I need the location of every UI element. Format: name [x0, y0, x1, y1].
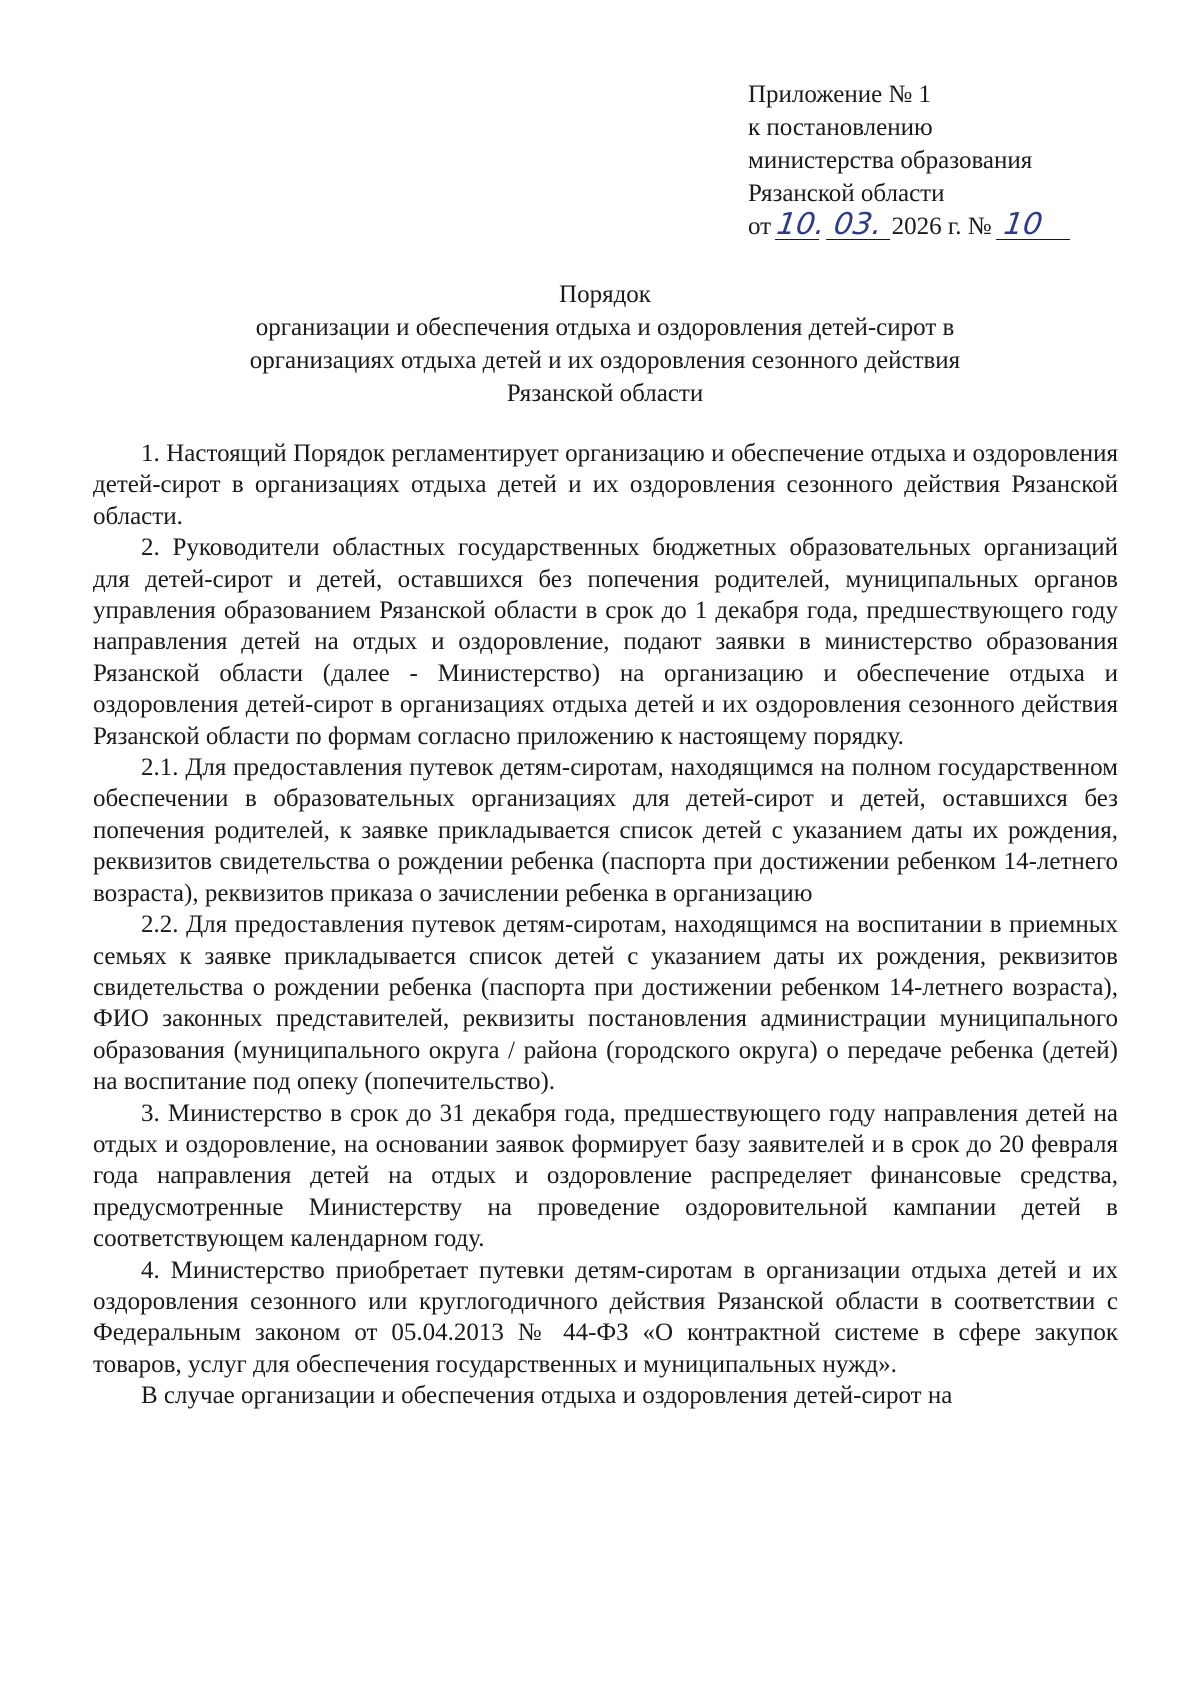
paragraph-2-2: 2.2. Для предоставления путевок детям-сиротам, находящимся на воспитании в приемных семьях к заявке прикладывается список детей с указанием даты их рождения, реквизитов свидетельства о рождении ребенка (паспорта при достижении ребенком 14-летнего возраста), ФИО законных представителей, реквизиты постановления администрации муниципального образования (муниципального округа / района (городского округа) о передаче ребенка (детей) на воспитание под опеку (попечительство).	[93, 911, 1118, 1096]
title-line-2: организации и обеспечения отдыха и оздоровления детей-сирот в	[255, 314, 955, 341]
title-line-4: Рязанской области	[506, 380, 704, 407]
paragraph-2-1: 2.1. Для предоставления путевок детям-сиротам, находящимся на полном государственном обеспечении в образовательных организациях для детей-сирот и детей, оставшихся без попечения родителей, к заявке прикладывается список детей с указанием даты их рождения, реквизитов свидетельства о рождении ребенка (паспорта при достижении ребенком 14-летнего возраста), реквизитов приказа о зачислении ребенка в организацию	[93, 754, 1118, 907]
handwritten-month: 03.	[826, 211, 894, 240]
appendix-line-resolution: к постановлению	[748, 114, 933, 141]
document-title	[90, 278, 1120, 410]
appendix-line-ministry: министерства образования	[748, 147, 1033, 174]
title-heading: Порядок	[559, 281, 651, 308]
date-prefix: от	[748, 213, 772, 240]
paragraph-2: 2. Руководители областных государственных бюджетных образовательных организаций для детей-сирот и детей, оставшихся без попечения родителей, муниципальных органов управления образованием Рязанской области в срок до 1 декабря года, предшествующего году направления детей на отдых и оздоровление, подают заявки в министерство образования Рязанской области (далее - Министерство) на организацию и обеспечение отдыха и оздоровления детей-сирот в организациях отдыха детей и их оздоровления сезонного действия Рязанской области по формам согласно приложению к настоящему порядку.	[93, 534, 1118, 750]
appendix-header	[748, 78, 1128, 243]
paragraph-3: 3. Министерство в срок до 31 декабря года, предшествующего году направления детей на отдых и оздоровление, на основании заявок формирует базу заявителей и в срок до 20 февраля года направления детей на отдых и оздоровление распределяет финансовые средства, предусмотренные Министерству на проведение оздоровительной кампании детей в соответствующем календарном году.	[93, 1099, 1118, 1253]
paragraph-4-continued: В случае организации и обеспечения отдыха и оздоровления детей-сирот на	[141, 1382, 953, 1410]
appendix-title: Приложение № 1	[748, 81, 932, 108]
handwritten-number: 10	[996, 211, 1074, 240]
paragraph-4: 4. Министерство приобретает путевки детям-сиротам в организации отдыха детей и их оздоровления сезонного или круглогодичного действия Рязанской области в соответствии с Федеральным законом от 05.04.2013 № 44-ФЗ «О контрактной системе в сфере закупок товаров, услуг для обеспечения государственных и муниципальных нужд».	[93, 1256, 1118, 1378]
date-year: 2026 г. №	[891, 213, 992, 240]
appendix-line-region: Рязанской области	[748, 180, 945, 207]
title-line-3: организациях отдыха детей и их оздоровления сезонного действия	[249, 347, 961, 374]
document-body	[93, 438, 1118, 1412]
appendix-date-line	[748, 207, 1128, 243]
paragraph-1: 1. Настоящий Порядок регламентирует организацию и обеспечение отдыха и оздоровления детей-сирот в организациях отдыха детей и их оздоровления сезонного действия Рязанской области.	[93, 440, 1118, 530]
handwritten-day: 10.	[775, 207, 828, 242]
